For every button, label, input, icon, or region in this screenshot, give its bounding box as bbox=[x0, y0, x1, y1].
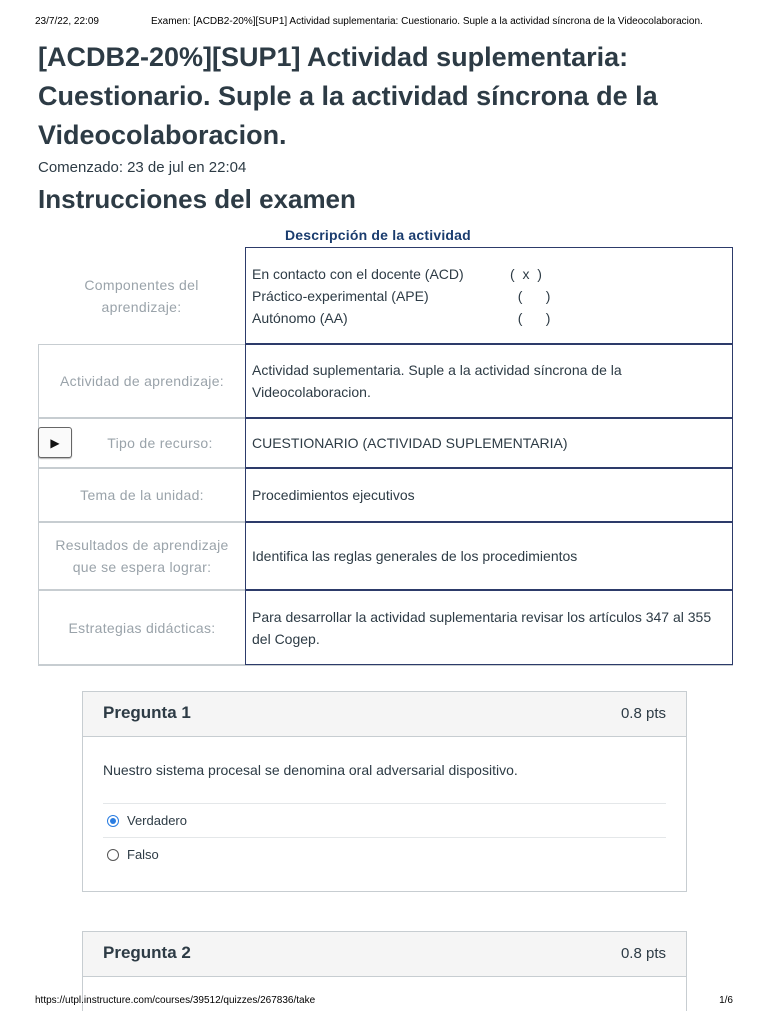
question-header bbox=[83, 692, 686, 737]
radio-selected[interactable] bbox=[107, 815, 119, 827]
question-points: 0.8 pts bbox=[620, 705, 666, 722]
row-label: Componentes del aprendizaje: bbox=[84, 276, 199, 315]
table-bottom-divider bbox=[38, 665, 733, 666]
page-title: [ACDB2-20%][SUP1] Actividad suplementaria: Cuestionario. Suple a la actividad síncrona de la Videocolaboracion. bbox=[38, 42, 658, 150]
row-value: Procedimientos ejecutivos bbox=[245, 468, 733, 522]
row-label: Tema de la unidad: bbox=[38, 468, 245, 522]
answer-option-falso[interactable] bbox=[103, 837, 666, 871]
print-header bbox=[35, 16, 733, 30]
started-info bbox=[38, 159, 250, 176]
print-footer bbox=[35, 995, 733, 1009]
row-label: Actividad de aprendizaje: bbox=[38, 344, 245, 418]
row-value: Identifica las reglas generales de los procedimientos bbox=[245, 522, 733, 590]
question-title: Pregunta 1 bbox=[103, 703, 191, 722]
print-page-number: 1/6 bbox=[719, 995, 733, 1006]
started-label: Comenzado: bbox=[38, 159, 124, 176]
row-value: Actividad suplementaria. Suple a la actividad síncrona de la Videocolaboracion. bbox=[245, 344, 733, 418]
print-page-title: Examen: [ACDB2-20%][SUP1] Actividad suplementaria: Cuestionario. Suple a la actividad síncrona de la Videocolaboracion. bbox=[151, 16, 703, 27]
question-points: 0.8 pts bbox=[620, 945, 666, 962]
answer-label: Falso bbox=[127, 847, 159, 862]
row-value: CUESTIONARIO (ACTIVIDAD SUPLEMENTARIA) bbox=[245, 418, 733, 468]
question-header bbox=[83, 932, 686, 977]
row-value: Para desarrollar la actividad suplementaria revisar los artículos 347 al 355 del Cogep. bbox=[245, 590, 733, 665]
component-line: Práctico-experimental (APE) ( ) bbox=[252, 287, 551, 304]
print-datetime: 23/7/22, 22:09 bbox=[35, 16, 99, 27]
table-row-tipo-recurso bbox=[38, 418, 733, 468]
answer-option-verdadero[interactable] bbox=[103, 803, 666, 837]
table-row-estrategias bbox=[38, 590, 733, 665]
row-label: Estrategias didácticas: bbox=[38, 590, 245, 665]
question-text: Nuestro sistema procesal se denomina oral adversarial dispositivo. bbox=[103, 762, 518, 778]
component-line: En contacto con el docente (ACD) ( x ) bbox=[252, 265, 542, 282]
table-row-tema bbox=[38, 468, 733, 522]
print-url: https://utpl.instructure.com/courses/39512/quizzes/267836/take bbox=[35, 995, 316, 1006]
question-title: Pregunta 2 bbox=[103, 943, 191, 962]
question-1 bbox=[82, 691, 687, 892]
play-icon: ▶ bbox=[50, 435, 60, 450]
table-row-componentes bbox=[38, 247, 733, 344]
table-row-actividad bbox=[38, 344, 733, 418]
row-label: Resultados de aprendizaje que se espera lograr: bbox=[38, 522, 245, 590]
table-row-resultados bbox=[38, 522, 733, 590]
answer-label: Verdadero bbox=[127, 813, 187, 828]
row-label: Tipo de recurso: bbox=[38, 418, 245, 468]
answer-list bbox=[103, 803, 666, 871]
activity-table-caption: Descripción de la actividad bbox=[285, 227, 471, 243]
started-value: 23 de jul en 22:04 bbox=[127, 159, 247, 176]
instructions-heading: Instrucciones del examen bbox=[38, 184, 356, 214]
row-value-componentes bbox=[245, 247, 733, 344]
component-line: Autónomo (AA) ( ) bbox=[252, 309, 551, 326]
radio-unselected[interactable] bbox=[107, 849, 119, 861]
play-button[interactable] bbox=[38, 427, 72, 458]
